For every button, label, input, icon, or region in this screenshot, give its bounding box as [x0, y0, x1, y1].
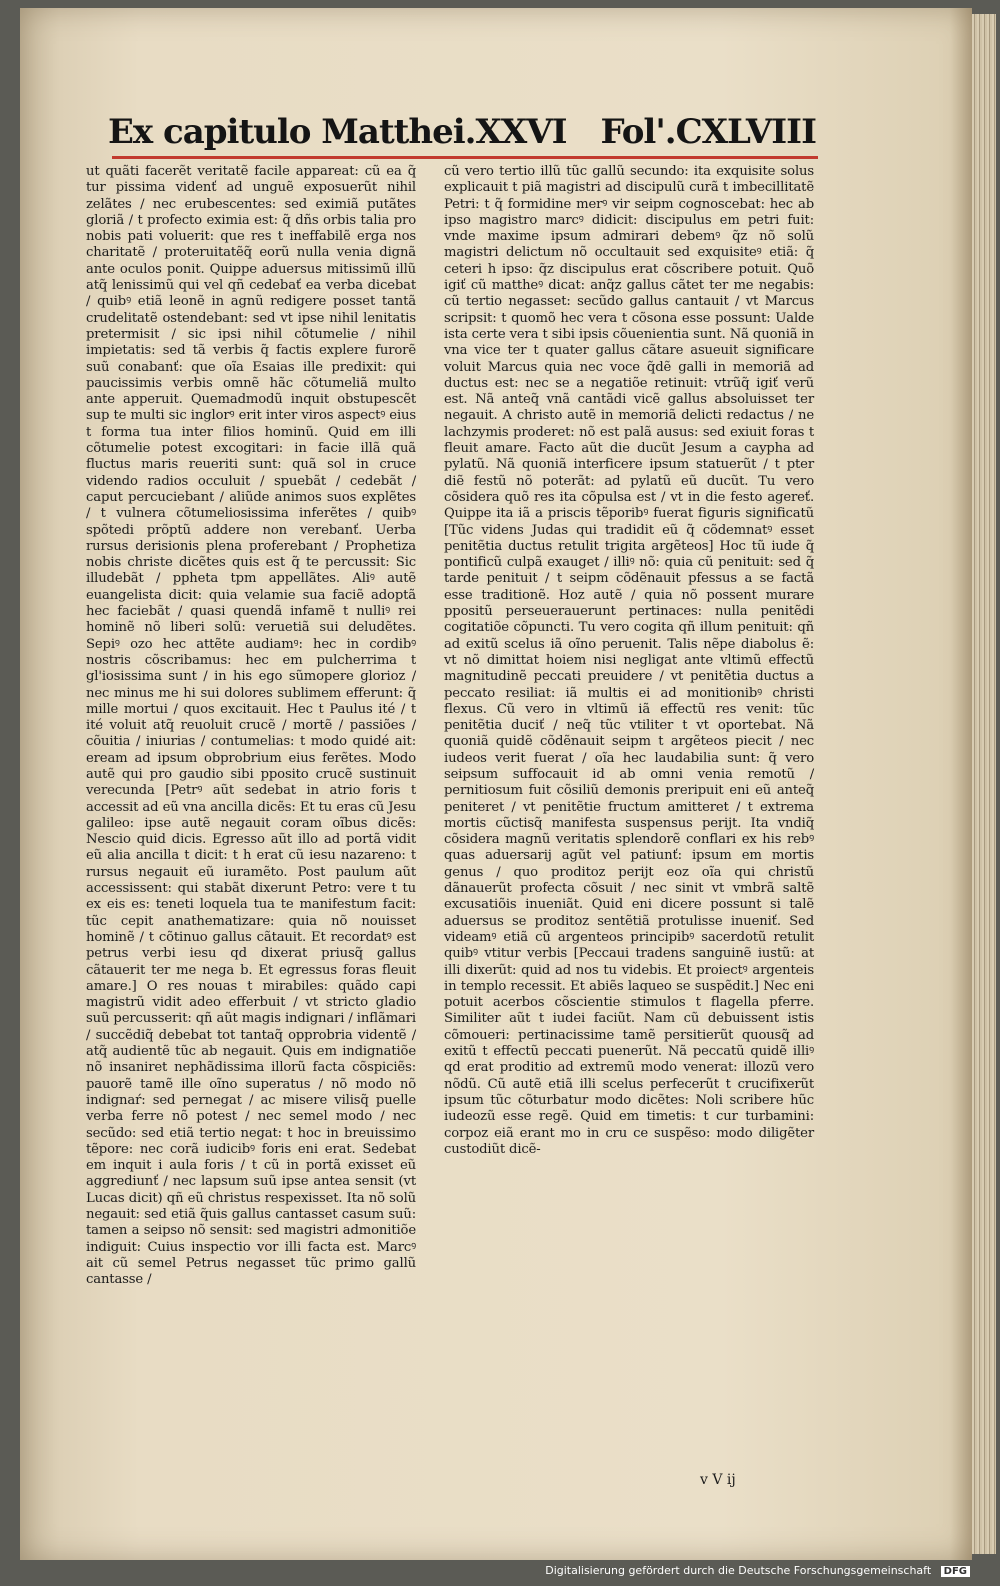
dfg-logo: DFG [941, 1566, 970, 1577]
header-rule [112, 156, 818, 159]
running-title: Ex capitulo Matthei.XXVI [108, 112, 567, 152]
running-header [108, 112, 816, 160]
folio-number: Fol'.CXLVIII [600, 112, 816, 152]
footer-credit-text: Digitalisierung gefördert durch die Deutsche Forschungsgemeinschaft [545, 1564, 932, 1577]
signature-mark: v V ij [700, 1472, 736, 1488]
footer-credit [545, 1564, 970, 1577]
right-column-text: cũ vero tertio illũ tũc gallũ secundo: ita exquisite solus explicauit t piã magistri ad discipulũ curã t imbecillitatẽ Petri: t q̃ formidine merꝰ vir seipm cognoscebat: hec ab ipso magistro marcꝰ didicit: discipulus em petri fuit: vnde maxime ipsum admirari debemꝰ q̃z nõ solũ magistri delictum nõ occultauit sed exquisiteꝰ etiã: q̃ ceteri h ipso: q̃z discipulus erat cõscribere potuit. Quõ igiť cũ mattheꝰ dicat: anq̃z gallus cãtet ter me negabis: cũ tertio negasset: secũdo gallus cantauit / vt Marcus scripsit: t quomõ hec vera t cõsona esse possunt: Ualde ista certe vera t sibi ipsis cõuenientia sunt. Nã quoniã in vna vice ter t quater gallus cãtare asueuit significare voluit Marcus quia nec voce q̃dẽ galli in memoriã ad ductus est: nec se a negatiõe retinuit: vtrũq̃ igiť verũ est. Nã anteq̃ vnã cantãdi vicẽ gallus absoluisset ter negauit. A christo autẽ in memoriã delicti redactus / ne lachzymis proderet: nõ est palã ausus: sed exiuit foras t fleuit amare. Facto aũt die ducũt Jesum a caypha ad pylatũ. Nã quoniã interficere ipsum statuerũt / t pter diẽ festũ nõ poterãt: ad pylatũ eũ ducũt. Tu vero cõsidera quõ res ita cõpulsa est / vt in die festo agereť. Quippe ita iã a priscis tẽporibꝰ fuerat figuris significatũ [Tũc videns Judas qui tradidit eũ q̃ cõdemnatꝰ esset penitẽtia ductus retulit trigita argẽteos] Hoc tũ iude q̃ pontificũ culpã exauget / illiꝰ nõ: quia cũ penituit: sed q̃ tarde penituit / t seipm cõdẽnauit pfessus a se factã esse traditionẽ. Hoz autẽ / quia nõ possent murare ppositũ perseuerauerunt pertinaces: nulla penitẽdi cogitatiõe cõpuncti. Tu vero cogita qñ illum penituit: qñ ad exitũ scelus iã oĩno peruenit. Talis nẽpe diabolus ẽ: vt nõ dimittat hoiem nisi negligat ante vltimũ effectũ magnitudinẽ peccati preuidere / vt penitẽtia ductus a peccato resiliat: iã multis ei ad monitionibꝰ christi flexus. Cũ vero in vltimũ iã effectũ res venit: tũc penitẽtia duciť / neq̃ tũc vtiliter t vt oportebat. Nã quoniã quidẽ cõdẽnauit seipm t argẽteos piecit / nec iudeos verit fuerat / oĩa hec laudabilia sunt: q̃ vero seipsum suffocauit id ab omni venia remotũ / pernitiosum fuit cõsiliũ demonis preripuit eni eũ anteq̃ peniteret / vt penitẽtie fructum amitteret / t extrema mortis cũctisq̃ manifesta suspensus perijt. Ita vndiq̃ cõsidera magnũ veritatis splendorẽ conflari ex his rebꝰ quas aduersarij agũt vel patiunť: ipsum em mortis genus / quo proditoz perijt eoz oĩa qui christũ dãnauerũt profecta cõsuit / nec sinit vt vmbrã saltẽ excusatiõis inueniãt. Quid eni dicere possunt si talẽ aduersus se proditoz sentẽtiã protulisse inueniť. Sed videamꝰ etiã cũ argenteos principibꝰ sacerdotũ retulit quibꝰ vtitur verbis [Peccaui tradens sanguinẽ iustũ: at illi dixerũt: quid ad nos tu videbis. Et proiectꝰ argenteis in templo recessit. Et abiẽs laqueo se suspẽdit.] Nec eni potuit acerbos cõscientie stimulos t flagella pferre. Similiter aũt t iudei faciũt. Nam cũ debuissent istis cõmoueri: pertinacissime tamẽ persitierũt quousq̃ ad exitũ t effectũ peccati puenerũt. Nã peccatũ quidẽ illiꝰ qd erat proditio ad extremũ modo venerat: illozũ vero nõdũ. Cũ autẽ etiã illi scelus perfecerũt t crucifixerũt ipsum tũc cõturbatur modo dicẽtes: Noli scribere hũc iudeozũ esse regẽ. Quid em timetis: t cur turbamini: corpoz eiã erant mo in cru ce suspẽso: modo diligẽter custodiũt dicẽ- [444, 164, 814, 1157]
page-edge [972, 14, 996, 1554]
left-column-text: ut quãti facerẽt veritatẽ facile appareat: cũ ea q̃ tur pissima videnť ad unguẽ exposuerũt nihil zelãtes / nec erubescentes: sed eximiã putãtes gloriã / t profecto eximia est: q̃ dñs orbis talia pro nobis pati voluerit: que res t ineffabilẽ erga nos charitatẽ / proteruitatẽq̃ eorũ nulla venia dignã ante oculos ponit. Quippe aduersus mitissimũ illũ atq̃ lenissimũ qui vel qñ cedebať ea verba dicebat / quibꝰ etiã leonẽ in agnũ redigere posset tantã crudelitatẽ ostendebant: sed vt ipse nihil lenitatis pretermisit / sic ipsi nihil cõtumelie / nihil impietatis: sed tã verbis q̃ factis explere furorẽ suũ conabanť: que oĩa Esaias ille predixit: qui paucissimis verbis omnẽ hãc cõtumeliã multo ante apperuit. Quemadmodũ inquit obstupescẽt sup te multi sic inglorꝰ erit inter viros aspectꝰ eius t forma tua inter filios hominũ. Quid em illi cõtumelie potest excogitari: in facie illã quã fluctus maris reueriti sunt: quã sol in cruce videndo radios occuluit / spuebãt / cedebãt / caput percuciebant / aliũde animos suos explẽtes / t vulnera cõtumeliosissima inferẽtes / quibꝰ spõtedi prõptũ addere non verebanť. Uerba rursus derisionis plena proferebant / Prophetiza nobis christe dicẽtes quis est q̃ te percussit: Sic illudebãt / ppheta tpm appellãtes. Aliꝰ autẽ euangelista dicit: quia velamie sua faciẽ adoptã hec faciebãt / quasi quendã infamẽ t nulliꝰ rei hominẽ nõ liberi solũ: veruetiã sui deludẽtes. Sepiꝰ ozo hec attẽte audiamꝰ: hec in cordibꝰ nostris cõscribamus: hec em pulcherrima t gl'iosissima sunt / in his ego sũmopere glorioz / nec minus me hi sui dolores sublimem efferunt: q̃ mille mortui / quos excitauit. Hec t Paulus ité / t ité voluit atq̃ reuoluit crucẽ / mortẽ / passiões / cõuitia / iniurias / contumelias: t modo quidé ait: eream ad ipsum obprobrium eius ferẽtes. Modo autẽ qui pro gaudio sibi pposito crucẽ sustinuit verecunda [Petrꝰ aũt sedebat in atrio foris t accessit ad eũ vna ancilla dicẽs: Et tu eras cũ Jesu galileo: ipse autẽ negauit coram oĩbus dicẽs: Nescio quid dicis. Egresso aũt illo ad portã vidit eũ alia ancilla t dicit: t h erat cũ iesu nazareno: t rursus negauit eũ iuramẽto. Post paulum aũt accessissent: qui stabãt dixerunt Petro: vere t tu ex eis es: teneti loquela tua te manifestum facit: tũc cepit anathematizare: quia nõ nouisset hominẽ / t cõtinuo gallus cãtauit. Et recordatꝰ est petrus verbi iesu qd dixerat priusq̃ gallus cãtauerit ter me nega b. Et egressus foras fleuit amare.] O res nouas t mirabiles: quãdo capi magistrũ vidit adeo efferbuit / vt stricto gladio suũ percusserit: qñ aũt magis indignari / inflãmari / succẽdiq̃ debebat tot tantaq̃ opprobria videntẽ / atq̃ audientẽ tũc ab negauit. Quis em indignatiõe nõ insaniret nephãdissima illorũ facta cõspiciẽs: pauorẽ tamẽ ille oĩno superatus / nõ modo nõ indignaŕ: sed pernegat / ac misere vilisq̃ puelle verba ferre nõ potest / nec semel modo / nec secũdo: sed etiã tertio negat: t hoc in breuissimo tẽpore: nec corã iudicibꝰ foris eni erat. Sedebat em inquit i aula foris / t cũ in portã exisset eũ aggrediunť / nec lapsum suũ ipse antea sensit (vt Lucas dicit) qñ eũ christus respexisset. Ita nõ solũ negauit: sed etiã q̃uis gallus cantasset casum suũ: tamen a seipso nõ sensit: sed magistri admonitiõe indiguit: Cuius inspectio vor illi facta est. Marcꝰ ait cũ semel Petrus negasset tũc primo gallũ cantasse / [86, 164, 416, 1288]
